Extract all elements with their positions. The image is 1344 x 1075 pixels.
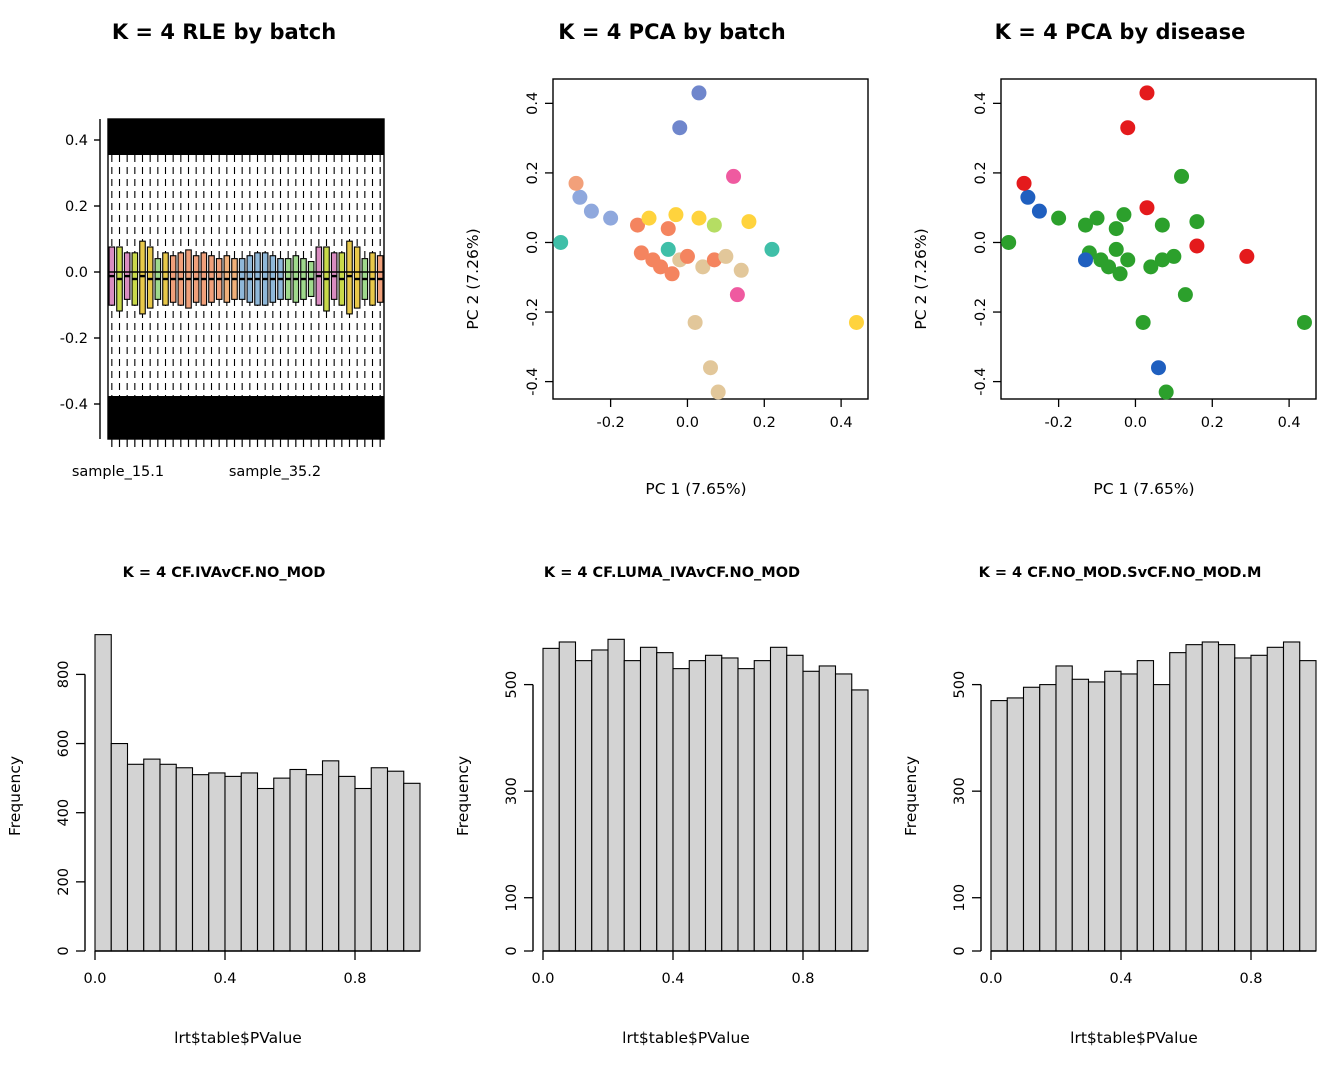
pca1-plot-xtick-label-2: 0.2: [752, 415, 776, 431]
scatter-point: [572, 190, 587, 205]
pca2-plot-xtick-label-3: 0.4: [1277, 415, 1301, 431]
scatter-point: [1109, 221, 1124, 236]
pca-disease-ylabel: PC 2 (7.26%): [912, 228, 930, 330]
scatter-point: [1151, 360, 1166, 375]
pca2-plot-ytick-label-1: -0.2: [973, 297, 989, 327]
scatter-point: [1189, 214, 1204, 229]
pca1-plot-ytick-label-4: 0.4: [525, 91, 541, 115]
panel-title-hist-2: K = 4 CF.LUMA_IVAvCF.NO_MOD: [543, 565, 801, 581]
hist-2-xlabel: lrt$table$PValue: [622, 1029, 750, 1047]
hist3-plot-ytick-label-3: 500: [952, 670, 968, 699]
scatter-point: [764, 242, 779, 257]
pca2-plot-xtick-label-0: -0.2: [1044, 415, 1073, 431]
scatter-point: [1020, 190, 1035, 205]
pca2-plot-ytick-label-0: -0.4: [973, 367, 989, 396]
histogram-bar: [1186, 645, 1202, 951]
histogram-bar: [1300, 661, 1316, 951]
histogram-bar: [787, 655, 803, 951]
panel-rle-by-batch: [0, 20, 448, 500]
hist-1-ylabel: Frequency: [6, 755, 24, 837]
histogram-bar: [673, 669, 689, 951]
hist3-plot-xtick-label-1: 0.4: [1109, 971, 1133, 987]
scatter-point: [730, 287, 745, 302]
pca1-plot-ytick-label-3: 0.2: [525, 161, 541, 185]
pca1-plot-ytick-label-2: 0.0: [525, 230, 541, 255]
panel-title-pca-batch: K = 4 PCA by batch: [558, 20, 786, 44]
histogram-bar: [144, 759, 160, 951]
histogram-bar: [1219, 645, 1235, 951]
hist1-plot-ytick-label-0: 0: [56, 946, 72, 956]
panel-hist-3: [896, 565, 1344, 1065]
histogram-bar: [95, 635, 111, 951]
histogram-bar: [852, 690, 868, 951]
hist2-plot-xtick-label-0: 0.0: [531, 971, 555, 987]
hist2-plot-xtick-label-1: 0.4: [661, 971, 685, 987]
panel-title-pca-disease: K = 4 PCA by disease: [994, 20, 1246, 44]
histogram-bar: [641, 647, 657, 951]
histogram-bar: [991, 701, 1007, 951]
pca1-plot-ytick-label-1: -0.2: [525, 297, 541, 327]
histogram-bar: [1137, 661, 1153, 951]
histogram-bar: [624, 661, 640, 951]
pca-disease-xlabel: PC 1 (7.65%): [1093, 480, 1195, 498]
hist-3-chart: [896, 581, 1344, 1051]
scatter-point: [1017, 176, 1032, 191]
pca1-plot-xtick-label-0: -0.2: [596, 415, 625, 431]
scatter-point: [741, 214, 756, 229]
histogram-bar: [803, 671, 819, 951]
panel-title-rle: K = 4 RLE by batch: [111, 20, 337, 44]
pca1-plot-xtick-label-3: 0.4: [829, 415, 853, 431]
scatter-point: [1297, 315, 1312, 330]
scatter-point: [1159, 385, 1174, 400]
scatter-point: [569, 176, 584, 191]
histogram-bar: [1024, 687, 1040, 951]
hist3-plot-ytick-label-2: 300: [952, 777, 968, 806]
histogram-bar: [836, 674, 852, 951]
rle-xtick-label-1: sample_35.2: [228, 464, 322, 480]
hist-2-ylabel: Frequency: [454, 755, 472, 837]
scatter-point: [703, 360, 718, 375]
scatter-point: [1166, 249, 1181, 264]
histogram-bar: [657, 653, 673, 951]
scatter-point: [688, 315, 703, 330]
histogram-bar: [754, 661, 770, 951]
histogram-bar: [1089, 682, 1105, 951]
scatter-point: [1136, 315, 1151, 330]
histogram-bar: [128, 764, 144, 951]
scatter-point: [1120, 252, 1135, 267]
scatter-point: [665, 266, 680, 281]
scatter-point: [707, 218, 722, 233]
rle-boxes-group: [108, 119, 384, 439]
rle-ytick-1: -0.2: [59, 331, 88, 347]
histogram-bar: [258, 789, 274, 952]
scatter-point: [726, 169, 741, 184]
scatter-point: [661, 242, 676, 257]
scatter-point: [668, 207, 683, 222]
histogram-bar: [576, 661, 592, 951]
rle-y-axis: [60, 119, 100, 439]
histogram-bar: [209, 773, 225, 951]
scatter-point: [1178, 287, 1193, 302]
histogram-bar: [559, 642, 575, 951]
panel-pca-by-batch: [448, 20, 896, 520]
scatter-point: [711, 385, 726, 400]
scatter-point: [661, 221, 676, 236]
pca-batch-xlabel: PC 1 (7.65%): [645, 480, 747, 498]
scatter-point: [1174, 169, 1189, 184]
rle-box: [347, 241, 353, 314]
hist-3-xlabel: lrt$table$PValue: [1070, 1029, 1198, 1047]
histogram-bar: [290, 769, 306, 951]
scatter-point: [1109, 242, 1124, 257]
scatter-point: [691, 211, 706, 226]
rle-boxplot-chart: [0, 44, 448, 484]
pca2-plot-frame: [1001, 79, 1316, 399]
scatter-point: [1155, 218, 1170, 233]
histogram-bar: [738, 669, 754, 951]
scatter-point: [1090, 211, 1105, 226]
hist1-plot-ytick-label-3: 600: [56, 729, 72, 758]
histogram-bar: [355, 789, 371, 952]
histogram-bar: [706, 655, 722, 951]
histogram-bar: [111, 744, 127, 951]
hist2-plot-ytick-label-3: 500: [504, 670, 520, 699]
hist3-plot-xtick-label-0: 0.0: [979, 971, 1003, 987]
histogram-bar: [1040, 685, 1056, 951]
scatter-point: [553, 235, 568, 250]
hist1-plot-ytick-label-2: 400: [56, 798, 72, 827]
histogram-bar: [771, 647, 787, 951]
hist1-plot-xtick-label-1: 0.4: [213, 971, 237, 987]
scatter-point: [718, 249, 733, 264]
rle-xtick-label-0: sample_15.1: [71, 464, 165, 480]
rle-box: [140, 241, 146, 314]
histogram-bar: [1056, 666, 1072, 951]
pca-batch-ylabel: PC 2 (7.26%): [464, 228, 482, 330]
histogram-bar: [176, 768, 192, 951]
histogram-bar: [1284, 642, 1300, 951]
pca2-plot-ytick-label-3: 0.2: [973, 161, 989, 185]
histogram-bar: [608, 639, 624, 951]
rle-ytick-3: 0.2: [64, 199, 88, 215]
histogram-bar: [1267, 647, 1283, 951]
scatter-point: [584, 204, 599, 219]
hist-1-xlabel: lrt$table$PValue: [174, 1029, 302, 1047]
histogram-bar: [193, 775, 209, 951]
histogram-bar: [1121, 674, 1137, 951]
pca1-plot-xtick-label-1: 0.0: [675, 415, 699, 431]
scatter-point: [691, 85, 706, 100]
panel-title-hist-3: K = 4 CF.NO_MOD.SvCF.NO_MOD.M: [978, 565, 1262, 581]
scatter-point: [849, 315, 864, 330]
scatter-point: [734, 263, 749, 278]
scatter-point: [1051, 211, 1066, 226]
histogram-bar: [241, 773, 257, 951]
histogram-bar: [160, 764, 176, 951]
histogram-bar: [388, 771, 404, 951]
hist3-plot-ytick-label-1: 100: [952, 883, 968, 912]
scatter-point: [1001, 235, 1016, 250]
rle-ytick-0: -0.4: [59, 397, 88, 413]
hist1-plot-xtick-label-0: 0.0: [83, 971, 107, 987]
pca2-plot-xtick-label-2: 0.2: [1200, 415, 1224, 431]
scatter-point: [1189, 238, 1204, 253]
pca-batch-chart: [448, 44, 896, 514]
scatter-point: [1078, 252, 1093, 267]
pca1-plot-ytick-label-0: -0.4: [525, 367, 541, 396]
panel-pca-by-disease: [896, 20, 1344, 520]
histogram-bar: [1007, 698, 1023, 951]
pca1-plot-frame: [553, 79, 868, 399]
scatter-point: [642, 211, 657, 226]
pca2-plot-xtick-label-1: 0.0: [1123, 415, 1147, 431]
scatter-point: [680, 249, 695, 264]
histogram-bar: [722, 658, 738, 951]
rle-ytick-4: 0.4: [64, 133, 88, 149]
scatter-point: [1239, 249, 1254, 264]
hist1-plot-ytick-label-1: 200: [56, 868, 72, 896]
hist3-plot-xtick-label-2: 0.8: [1239, 971, 1263, 987]
hist-3-ylabel: Frequency: [902, 755, 920, 837]
hist2-plot-ytick-label-1: 100: [504, 883, 520, 912]
hist-2-chart: [448, 581, 896, 1051]
scatter-point: [1120, 120, 1135, 135]
histogram-bar: [543, 648, 559, 951]
histogram-bar: [404, 783, 420, 951]
scatter-point: [1139, 200, 1154, 215]
hist1-plot-xtick-label-2: 0.8: [343, 971, 367, 987]
histogram-bar: [819, 666, 835, 951]
histogram-bar: [371, 768, 387, 951]
scatter-point: [603, 211, 618, 226]
rle-x-ticks: [112, 439, 380, 447]
rle-box: [354, 247, 360, 308]
scatter-point: [1032, 204, 1047, 219]
hist2-plot-xtick-label-2: 0.8: [791, 971, 815, 987]
hist2-plot-ytick-label-2: 300: [504, 777, 520, 806]
hist3-plot-ytick-label-0: 0: [952, 946, 968, 956]
scatter-point: [1139, 85, 1154, 100]
scatter-point: [672, 120, 687, 135]
histogram-bar: [689, 661, 705, 951]
histogram-bar: [592, 650, 608, 951]
scatter-point: [1113, 266, 1128, 281]
pca2-plot-ytick-label-4: 0.4: [973, 91, 989, 115]
histogram-bar: [1202, 642, 1218, 951]
pca2-plot-ytick-label-2: 0.0: [973, 230, 989, 255]
histogram-bar: [1154, 685, 1170, 951]
histogram-bar: [1235, 658, 1251, 951]
scatter-point: [1116, 207, 1131, 222]
histogram-bar: [1072, 679, 1088, 951]
hist-1-chart: [0, 581, 448, 1051]
histogram-bar: [225, 776, 241, 951]
panel-hist-2: [448, 565, 896, 1065]
histogram-bar: [339, 776, 355, 951]
rle-box: [147, 247, 153, 308]
histogram-bar: [1105, 671, 1121, 951]
histogram-bar: [1170, 653, 1186, 951]
histogram-bar: [274, 778, 290, 951]
histogram-bar: [1251, 655, 1267, 951]
rle-ytick-2: 0.0: [64, 265, 88, 281]
histogram-bar: [323, 761, 339, 951]
histogram-bar: [306, 775, 322, 951]
hist1-plot-ytick-label-4: 800: [56, 660, 72, 689]
pca-disease-chart: [896, 44, 1344, 514]
panel-title-hist-1: K = 4 CF.IVAvCF.NO_MOD: [122, 565, 326, 581]
panel-hist-1: [0, 565, 448, 1065]
hist2-plot-ytick-label-0: 0: [504, 946, 520, 956]
